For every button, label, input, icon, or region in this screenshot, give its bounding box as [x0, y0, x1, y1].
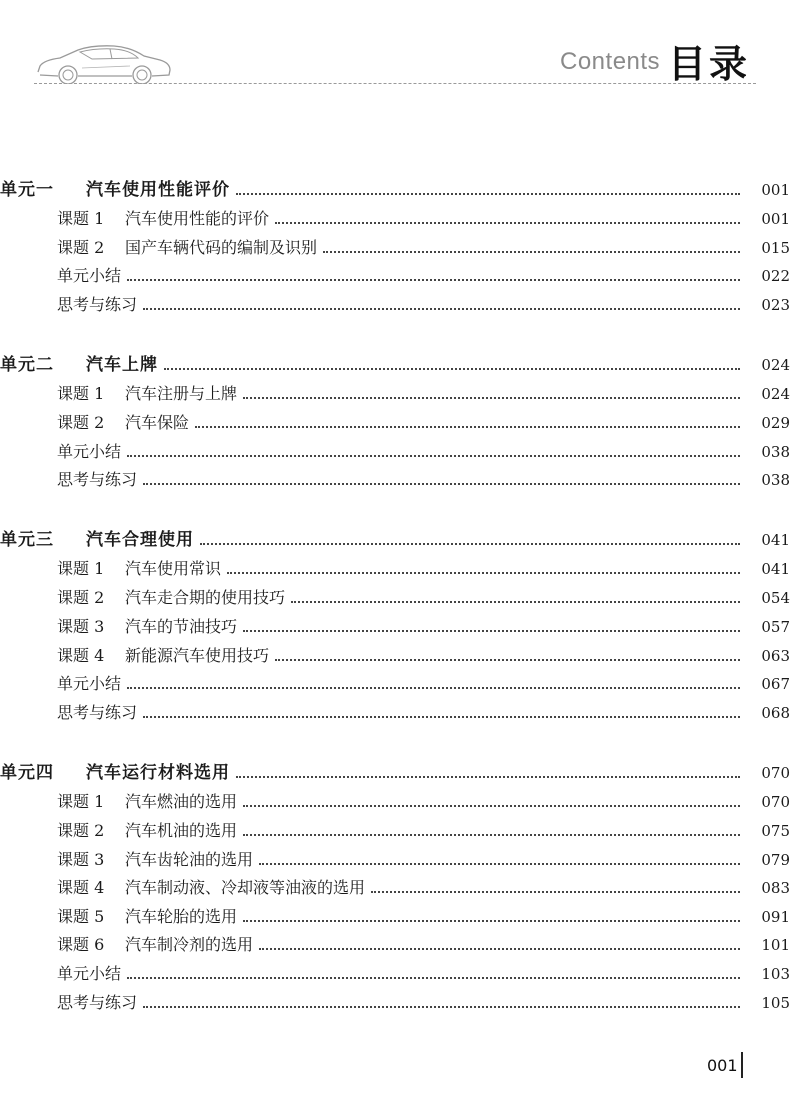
contents-chinese-heading: 目录	[668, 42, 751, 86]
lesson-number: 课题 1	[57, 209, 105, 228]
toc-lesson[interactable]	[0, 846, 790, 870]
leader-dots	[127, 455, 740, 457]
page-number: 038	[761, 443, 790, 461]
toc-lesson[interactable]	[0, 409, 790, 433]
toc-lesson[interactable]	[0, 613, 790, 637]
unit-number: 单元一	[0, 180, 54, 200]
page-number: 068	[761, 704, 790, 722]
page-header	[0, 0, 790, 90]
leader-dots	[259, 863, 740, 865]
leader-dots	[275, 659, 740, 661]
toc-unit-2[interactable]	[0, 351, 790, 375]
leader-dots	[291, 601, 740, 603]
lesson-title: 汽车制动液、冷却液等油液的选用	[125, 878, 366, 897]
page-number: 024	[761, 356, 790, 374]
lesson-title: 汽车走合期的使用技巧	[125, 588, 286, 607]
page-number: 041	[761, 531, 790, 549]
unit-number: 单元二	[0, 355, 54, 375]
lesson-title: 汽车机油的选用	[125, 821, 238, 840]
toc-unit-summary[interactable]	[0, 670, 790, 694]
page-number: 041	[761, 560, 790, 578]
toc-lesson[interactable]	[0, 234, 790, 258]
leader-dots	[259, 948, 740, 950]
leader-dots	[143, 483, 740, 485]
leader-dots	[243, 920, 740, 922]
toc-unit-4[interactable]	[0, 759, 790, 783]
toc-lesson[interactable]	[0, 931, 790, 955]
toc-unit-3[interactable]	[0, 526, 790, 550]
lesson-number: 课题 2	[57, 238, 105, 257]
page-number: 001	[761, 181, 790, 199]
page-number: 029	[761, 414, 790, 432]
summary-title: 单元小结	[57, 674, 122, 693]
leader-dots	[243, 630, 740, 632]
page-number: 024	[761, 385, 790, 403]
toc-exercises[interactable]	[0, 291, 790, 315]
leader-dots	[143, 1006, 740, 1008]
toc-unit-summary[interactable]	[0, 438, 790, 462]
footer-page-number: 001	[707, 1056, 738, 1075]
toc-unit-1[interactable]	[0, 176, 790, 200]
page-number: 091	[761, 908, 790, 926]
toc-lesson[interactable]	[0, 555, 790, 579]
lesson-number: 课题 1	[57, 384, 105, 403]
page-number: 083	[761, 879, 790, 897]
toc-exercises[interactable]	[0, 989, 790, 1013]
toc-unit-summary[interactable]	[0, 262, 790, 286]
car-outline-icon	[34, 42, 174, 84]
leader-dots	[200, 543, 740, 545]
page-number: 057	[761, 618, 790, 636]
page-number: 023	[761, 296, 790, 314]
page-number: 063	[761, 647, 790, 665]
page-number: 054	[761, 589, 790, 607]
lesson-number: 课题 5	[57, 907, 105, 926]
lesson-number: 课题 1	[57, 792, 105, 811]
toc-lesson[interactable]	[0, 380, 790, 404]
toc-lesson[interactable]	[0, 205, 790, 229]
exercises-title: 思考与练习	[57, 993, 138, 1012]
page-number: 022	[761, 267, 790, 285]
leader-dots	[371, 891, 740, 893]
lesson-title: 汽车使用性能的评价	[125, 209, 270, 228]
leader-dots	[143, 716, 740, 718]
summary-title: 单元小结	[57, 266, 122, 285]
lesson-number: 课题 3	[57, 850, 105, 869]
lesson-number: 课题 1	[57, 559, 105, 578]
page-number: 101	[761, 936, 790, 954]
unit-title: 汽车上牌	[86, 355, 158, 375]
lesson-number: 课题 6	[57, 935, 105, 954]
leader-dots	[195, 426, 740, 428]
exercises-title: 思考与练习	[57, 470, 138, 489]
lesson-number: 课题 2	[57, 821, 105, 840]
unit-title: 汽车运行材料选用	[86, 763, 230, 783]
page-number: 015	[761, 239, 790, 257]
toc-lesson[interactable]	[0, 584, 790, 608]
leader-dots	[127, 977, 740, 979]
lesson-title: 汽车保险	[125, 413, 190, 432]
leader-dots	[275, 222, 740, 224]
page-number: 105	[761, 994, 790, 1012]
exercises-title: 思考与练习	[57, 703, 138, 722]
lesson-number: 课题 4	[57, 646, 105, 665]
lesson-title: 新能源汽车使用技巧	[125, 646, 270, 665]
toc-lesson[interactable]	[0, 642, 790, 666]
leader-dots	[127, 687, 740, 689]
leader-dots	[236, 193, 740, 195]
lesson-number: 课题 2	[57, 588, 105, 607]
page-number: 079	[761, 851, 790, 869]
exercises-title: 思考与练习	[57, 295, 138, 314]
contents-english-heading: Contents	[560, 48, 661, 75]
page-number: 067	[761, 675, 790, 693]
lesson-title: 汽车的节油技巧	[125, 617, 238, 636]
leader-dots	[236, 776, 740, 778]
toc-exercises[interactable]	[0, 699, 790, 723]
unit-number: 单元三	[0, 530, 54, 550]
page-number: 038	[761, 471, 790, 489]
leader-dots	[243, 834, 740, 836]
toc-lesson[interactable]	[0, 874, 790, 898]
lesson-title: 汽车注册与上牌	[125, 384, 238, 403]
lesson-title: 汽车齿轮油的选用	[125, 850, 254, 869]
page-number: 070	[761, 764, 790, 782]
page-number: 103	[761, 965, 790, 983]
lesson-title: 汽车轮胎的选用	[125, 907, 238, 926]
toc-lesson[interactable]	[0, 817, 790, 841]
leader-dots	[143, 308, 740, 310]
leader-dots	[243, 397, 740, 399]
header-divider	[34, 83, 756, 84]
page-number: 001	[761, 210, 790, 228]
toc-unit-summary[interactable]	[0, 960, 790, 984]
lesson-number: 课题 3	[57, 617, 105, 636]
unit-title: 汽车使用性能评价	[86, 180, 230, 200]
summary-title: 单元小结	[57, 442, 122, 461]
page-number: 075	[761, 822, 790, 840]
toc-lesson[interactable]	[0, 903, 790, 927]
leader-dots	[127, 279, 740, 281]
lesson-title: 汽车使用常识	[125, 559, 222, 578]
footer-divider	[741, 1052, 743, 1078]
page-number: 070	[761, 793, 790, 811]
lesson-title: 汽车燃油的选用	[125, 792, 238, 811]
toc-exercises[interactable]	[0, 466, 790, 490]
leader-dots	[164, 368, 740, 370]
unit-title: 汽车合理使用	[86, 530, 194, 550]
summary-title: 单元小结	[57, 964, 122, 983]
leader-dots	[243, 805, 740, 807]
lesson-title: 汽车制冷剂的选用	[125, 935, 254, 954]
leader-dots	[323, 251, 740, 253]
lesson-title: 国产车辆代码的编制及识别	[125, 238, 318, 257]
toc-lesson[interactable]	[0, 788, 790, 812]
unit-number: 单元四	[0, 763, 54, 783]
lesson-number: 课题 2	[57, 413, 105, 432]
leader-dots	[227, 572, 740, 574]
lesson-number: 课题 4	[57, 878, 105, 897]
